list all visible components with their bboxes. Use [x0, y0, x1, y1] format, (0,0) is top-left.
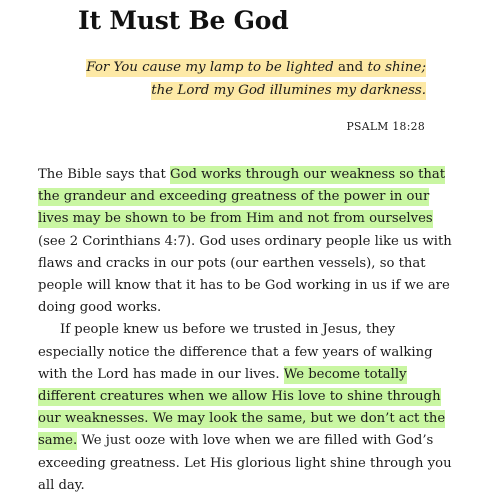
verse-line1-part2: to shine; [367, 60, 426, 75]
scripture-verse [86, 56, 426, 102]
paragraph-2 [38, 319, 463, 497]
verse-highlight [86, 59, 426, 77]
verse-citation: PSALM 18:28 [346, 120, 425, 133]
paragraph-1 [38, 164, 463, 319]
paragraph-1-highlight: God works through our weakness so that the grandeur and exceeding greatness of the power in our lives may be shown to be from Him and not from ourselves [38, 167, 446, 227]
page-title: It Must Be God [78, 6, 289, 35]
paragraph-1-rest: (see 2 Corinthians 4:7). God uses ordinary people like us with flaws and cracks in our pots (our earthen vessels), so that people will know that it has to be God working in us if we are doing good works. [38, 233, 452, 316]
verse-line2: the Lord my God illumines my darkness. [151, 83, 426, 98]
paragraph-1-lead: The Bible says that [38, 167, 171, 182]
verse-line1-part1: For You cause my lamp to be lighted [86, 60, 334, 75]
verse-line1-and: and [333, 60, 368, 75]
paragraph-2-rest: We just ooze with love when we are filled with God’s exceeding greatness. Let His glorious light shine through you all day. [38, 433, 452, 493]
paragraph-2-lead: If people knew us before we trusted in Jesus, they especially notice the difference that a few years of walking with the Lord has made in our lives. [38, 322, 433, 382]
paragraph-2-highlight: We become totally different creatures when we allow His love to shine through our weaknesses. We may look the same, but we don’t act the same. [38, 366, 446, 449]
devotional-body [38, 164, 463, 497]
